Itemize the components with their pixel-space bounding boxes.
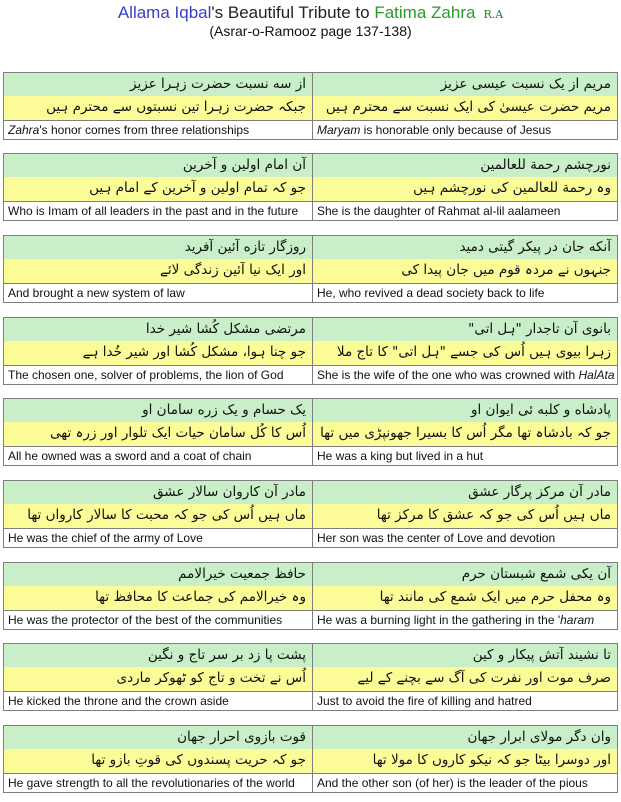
persian-verse-left: قوت بازوی احرار جهان <box>4 726 313 750</box>
english-translation-left <box>4 692 313 711</box>
persian-verse-right: وان دگر مولای ابرار جهان <box>313 726 617 750</box>
persian-verse-row <box>3 480 618 504</box>
persian-verse-right: مادر آن مرکز پرگار عشق <box>313 481 617 505</box>
urdu-translation-right: جنہوں نے مردہ قوم میں جان پیدا کی <box>313 259 617 284</box>
urdu-translation-row <box>3 749 618 774</box>
english-translation-left <box>4 366 313 385</box>
stanza-block <box>3 480 618 551</box>
english-emphasis: Maryam <box>317 123 361 137</box>
english-translation-right <box>313 774 617 793</box>
persian-verse-row <box>3 72 618 96</box>
english-translation-left <box>4 529 313 548</box>
english-text: He was the protector of the best of the communities <box>8 613 283 627</box>
stanza-block <box>3 398 618 469</box>
english-text: He was the chief of the army of Love <box>8 531 203 545</box>
urdu-translation-left: ماں ہیں اُس کی جو کہ محبت کا سالار کارواں تھا <box>4 504 313 529</box>
english-text: 's honor comes from three relationships <box>39 123 250 137</box>
english-translation-left <box>4 447 313 466</box>
page-title <box>0 3 621 25</box>
english-translation-right <box>313 366 617 385</box>
english-text: Who is Imam of all leaders in the past and in the future <box>8 204 299 218</box>
urdu-translation-right: وہ محفل حرم میں ایک شمع کی مانند تھا <box>313 586 617 611</box>
persian-verse-left: روزگار تازه آئین آفرید <box>4 236 313 260</box>
urdu-translation-left: وہ خیرالامم کی جماعت کا محافظ تھا <box>4 586 313 611</box>
persian-verse-row <box>3 725 618 749</box>
english-translation-row <box>3 366 618 385</box>
english-translation-right <box>313 692 617 711</box>
persian-verse-row <box>3 153 618 177</box>
english-emphasis: HalAta <box>578 368 615 382</box>
english-translation-row <box>3 447 618 466</box>
english-translation-right <box>313 284 617 303</box>
urdu-translation-row <box>3 96 618 121</box>
english-translation-right <box>313 529 617 548</box>
persian-verse-right: مریم از یک نسبت عیسی عزیز <box>313 73 617 97</box>
urdu-translation-row <box>3 341 618 366</box>
urdu-translation-right: اور دوسرا بیٹا جو کہ نیکو کاروں کا مولا تھا <box>313 749 617 774</box>
english-translation-left <box>4 611 313 630</box>
persian-verse-right: بانوی آن تاجدار "ہل اتی" <box>313 318 617 342</box>
title-honorific: R.A <box>483 8 504 21</box>
urdu-translation-left: اُس کا کُل سامان حیات ایک تلوار اور زرہ تھی <box>4 422 313 447</box>
urdu-translation-left: جبکہ حضرت زہرا تین نسبتوں سے محترم ہیں <box>4 96 313 121</box>
urdu-translation-right: صرف موت اور نفرت کی آگ سے بچنے کے لیے <box>313 667 617 692</box>
english-text: He was a burning light in the gathering in the ' <box>317 613 561 627</box>
english-emphasis: haram <box>560 613 595 627</box>
persian-verse-right: نورچشم رحمة للعالمین <box>313 154 617 178</box>
english-text: He, who revived a dead society back to life <box>317 286 545 300</box>
persian-verse-left: مرتضی مشکل کُشا شیر خدا <box>4 318 313 342</box>
english-text: is honorable only because of Jesus <box>360 123 552 137</box>
persian-verse-left: از سه نسبت حضرت زہرا عزیز <box>4 73 313 97</box>
english-text: Her son was the center of Love and devotion <box>317 531 556 545</box>
title-subject: Fatima Zahra <box>374 3 476 22</box>
stanza-block <box>3 562 618 633</box>
english-emphasis: Zahra <box>8 123 40 137</box>
persian-verse-right: تا نشیند آتش پیکار و کین <box>313 644 617 668</box>
english-text: All he owned was a sword and a coat of chain <box>8 449 252 463</box>
english-translation-right <box>313 611 617 630</box>
persian-verse-left: پشت پا زد بر سر تاج و نگین <box>4 644 313 668</box>
urdu-translation-left: جو کہ تمام اولین و آخرین کے امام ہیں <box>4 177 313 202</box>
persian-verse-row <box>3 317 618 341</box>
english-translation-left <box>4 121 313 140</box>
persian-verse-row <box>3 562 618 586</box>
urdu-translation-left: جو کہ حریت پسندوں کی قوتِ بازو تھا <box>4 749 313 774</box>
english-translation-row <box>3 284 618 303</box>
stanza-block <box>3 235 618 306</box>
persian-verse-right: آنکه جان در پیکر گیتی دمید <box>313 236 617 260</box>
persian-verse-right: پادشاه و کلبه ئی ایوان او <box>313 399 617 423</box>
urdu-translation-right: ماں ہیں اُس کی جو کہ عشق کا مرکز تھا <box>313 504 617 529</box>
urdu-translation-left: جو چنا ہوا، مشکل کُشا اور شیر خُدا ہے <box>4 341 313 366</box>
persian-verse-row <box>3 643 618 667</box>
urdu-translation-row <box>3 586 618 611</box>
persian-verse-row <box>3 398 618 422</box>
persian-verse-right: آن یکی شمع شبستان حرم <box>313 563 617 587</box>
english-text: Just to avoid the fire of killing and hatred <box>317 694 532 708</box>
english-translation-left <box>4 202 313 221</box>
stanza-block <box>3 725 618 796</box>
persian-verse-left: حافظ جمعیت خیرالامم <box>4 563 313 587</box>
english-text: The chosen one, solver of problems, the lion of God <box>8 368 284 382</box>
title-middle: 's Beautiful Tribute to <box>211 3 375 22</box>
urdu-translation-right: زہرا بیوی ہیں اُس کی جسے "ہل اتی" کا تاج ملا <box>313 341 617 366</box>
persian-verse-left: یک حسام و یک زره سامان او <box>4 399 313 423</box>
english-text: He kicked the throne and the crown aside <box>8 694 229 708</box>
english-text: And the other son (of her) is the leader of the pious <box>317 776 588 790</box>
stanza-block <box>3 72 618 143</box>
english-text: She is the daughter of Rahmat al-lil aalameen <box>317 204 561 218</box>
english-text: He was a king but lived in a hut <box>317 449 484 463</box>
english-text: And brought a new system of law <box>8 286 185 300</box>
english-translation-row <box>3 774 618 793</box>
english-translation-right <box>313 202 617 221</box>
page-header <box>0 0 621 48</box>
english-translation-left <box>4 284 313 303</box>
title-author: Allama Iqbal <box>117 3 212 22</box>
urdu-translation-left: اُس نے تخت و تاج کو ٹھوکر ماردی <box>4 667 313 692</box>
urdu-translation-right: جو کہ بادشاہ تھا مگر اُس کا بسیرا جھونپڑی میں تھا <box>313 422 617 447</box>
english-translation-row <box>3 121 618 140</box>
urdu-translation-right: مریم حضرت عیسیٰ کی ایک نسبت سے محترم ہیں <box>313 96 617 121</box>
urdu-translation-row <box>3 667 618 692</box>
english-text: She is the wife of the one who was crowned with <box>317 368 579 382</box>
stanza-block <box>3 153 618 224</box>
english-translation-row <box>3 529 618 548</box>
stanza-block <box>3 317 618 388</box>
english-translation-row <box>3 611 618 630</box>
persian-verse-left: آن امام اولین و آخرین <box>4 154 313 178</box>
urdu-translation-row <box>3 259 618 284</box>
urdu-translation-right: وہ رحمة للعالمین کی نورچشم ہیں <box>313 177 617 202</box>
persian-verse-row <box>3 235 618 259</box>
urdu-translation-row <box>3 504 618 529</box>
page-subtitle: (Asrar-o-Ramooz page 137-138) <box>209 23 412 39</box>
english-translation-left <box>4 774 313 793</box>
urdu-translation-row <box>3 177 618 202</box>
urdu-translation-row <box>3 422 618 447</box>
stanza-block <box>3 643 618 714</box>
english-translation-row <box>3 202 618 221</box>
english-translation-right <box>313 121 617 140</box>
urdu-translation-left: اور ایک نیا آئین زندگی لائے <box>4 259 313 284</box>
english-translation-right <box>313 447 617 466</box>
english-text: He gave strength to all the revolutionaries of the world <box>8 776 295 790</box>
english-translation-row <box>3 692 618 711</box>
persian-verse-left: مادر آن کاروان سالار عشق <box>4 481 313 505</box>
